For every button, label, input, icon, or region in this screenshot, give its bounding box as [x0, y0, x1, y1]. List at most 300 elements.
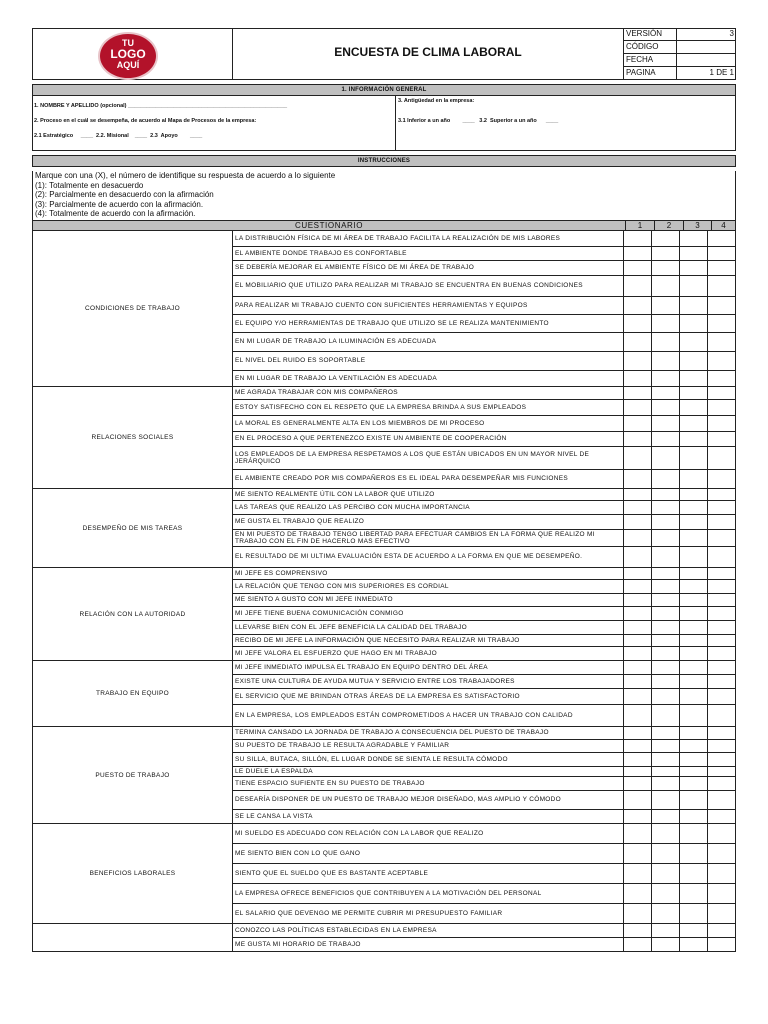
answer-cell-2[interactable]	[651, 231, 679, 246]
answer-cells	[624, 315, 736, 333]
instruction-line: (3): Parcialmente de acuerdo con la afirmación.	[35, 199, 204, 209]
answer-cell-1[interactable]	[624, 515, 651, 529]
answer-cell-1[interactable]	[624, 261, 651, 275]
answer-cell-3[interactable]	[679, 824, 707, 843]
answer-cell-1[interactable]	[624, 333, 651, 351]
answer-cell-1[interactable]	[624, 727, 651, 739]
section-category-label: BENEFICIOS LABORALES	[89, 870, 176, 877]
answer-cell-4[interactable]	[707, 924, 735, 937]
answer-cell-3[interactable]	[679, 621, 707, 634]
answer-cell-4[interactable]	[707, 884, 735, 903]
question-text: EXISTE UNA CULTURA DE AYUDA MUTUA Y SERVICIO ENTRE LOS TRABAJADORES	[235, 677, 515, 685]
question-text: EL MOBILIARIO QUE UTILIZO PARA REALIZAR MI TRABAJO SE ENCUENTRA EN BUENAS CONDICIONES	[235, 282, 583, 290]
answer-cell-3[interactable]	[679, 635, 707, 646]
question-row	[232, 824, 624, 844]
question-row	[232, 607, 624, 621]
answer-cell-4[interactable]	[707, 501, 735, 514]
answer-cells	[624, 727, 736, 740]
answer-cell-4[interactable]	[707, 661, 735, 674]
question-text: LAS TAREAS QUE REALIZO LAS PERCIBO CON MUCHA IMPORTANCIA	[235, 503, 470, 511]
question-text: EN MI LUGAR DE TRABAJO LA VENTILACIÓN ES ADECUADA	[235, 374, 438, 382]
answer-cell-3[interactable]	[679, 753, 707, 766]
general-info-divider	[395, 95, 396, 151]
answer-cell-4[interactable]	[707, 568, 735, 579]
answer-cell-2[interactable]	[651, 777, 679, 790]
question-row	[232, 705, 624, 727]
answer-cell-1[interactable]	[624, 594, 651, 606]
answer-cell-4[interactable]	[707, 938, 735, 951]
answer-cell-4[interactable]	[707, 824, 735, 843]
question-text: SE DEBERÍA MEJORAR EL AMBIENTE FÍSICO DE MI ÁREA DE TRABAJO	[235, 264, 475, 272]
section-category	[32, 727, 232, 824]
answer-cell-1[interactable]	[624, 621, 651, 634]
answer-cell-1[interactable]	[624, 753, 651, 766]
question-text: ME SIENTO A GUSTO CON MI JEFE INMEDIATO	[235, 596, 393, 604]
answer-cell-4[interactable]	[707, 594, 735, 606]
process-options[interactable]: 2.1 Estratégico ____ 2.2. Misional ____ 2.3 Apoyo ____	[34, 133, 203, 139]
question-row	[232, 371, 624, 387]
question-row	[232, 621, 624, 635]
section-category	[32, 231, 232, 387]
answer-cell-3[interactable]	[679, 791, 707, 809]
question-row	[232, 810, 624, 824]
question-row	[232, 904, 624, 924]
document-meta	[623, 28, 736, 80]
answer-cell-4[interactable]	[707, 607, 735, 620]
answer-cell-1[interactable]	[624, 635, 651, 646]
answer-cell-1[interactable]	[624, 580, 651, 593]
question-text: MI JEFE TIENE BUENA COMUNICACIÓN CONMIGO	[235, 609, 404, 617]
answer-cell-3[interactable]	[679, 740, 707, 752]
answer-cell-1[interactable]	[624, 501, 651, 514]
question-text: LA MORAL ES GENERALMENTE ALTA EN LOS MIEMBROS DE MI PROCESO	[235, 419, 485, 427]
answer-cell-4[interactable]	[707, 705, 735, 726]
answer-cell-2[interactable]	[651, 371, 679, 386]
answer-cell-3[interactable]	[679, 689, 707, 704]
question-row	[232, 791, 624, 810]
question-text: MI JEFE INMEDIATO IMPULSA EL TRABAJO EN EQUIPO DENTRO DEL ÁREA	[235, 663, 488, 671]
answer-cell-2[interactable]	[651, 753, 679, 766]
answer-cell-2[interactable]	[651, 400, 679, 415]
answer-cell-1[interactable]	[624, 387, 651, 399]
answer-cell-2[interactable]	[651, 580, 679, 593]
answer-cell-4[interactable]	[707, 547, 735, 567]
answer-cell-4[interactable]	[707, 371, 735, 386]
answer-cell-3[interactable]	[679, 580, 707, 593]
answer-cells	[624, 621, 736, 635]
answer-cells	[624, 924, 736, 938]
questionnaire-header	[32, 220, 736, 231]
answer-cell-4[interactable]	[707, 635, 735, 646]
question-text: ESTOY SATISFECHO CON EL RESPETO QUE LA EMPRESA BRINDA A SUS EMPLEADOS	[235, 403, 527, 411]
answer-cell-2[interactable]	[651, 387, 679, 399]
section-category	[32, 568, 232, 661]
answer-cell-2[interactable]	[651, 938, 679, 951]
answer-cells	[624, 938, 736, 952]
answer-cell-4[interactable]	[707, 489, 735, 500]
meta-label: VERSIÓN	[624, 28, 677, 40]
question-row	[232, 938, 624, 952]
question-row	[232, 767, 624, 777]
answer-cell-4[interactable]	[707, 276, 735, 296]
answer-cells	[624, 568, 736, 580]
answer-cell-3[interactable]	[679, 276, 707, 296]
answer-cell-2[interactable]	[651, 515, 679, 529]
answer-cell-2[interactable]	[651, 333, 679, 351]
answer-cell-2[interactable]	[651, 261, 679, 275]
answer-cell-1[interactable]	[624, 767, 651, 776]
answer-cell-2[interactable]	[651, 416, 679, 431]
instruction-line: (1): Totalmente en desacuerdo	[35, 180, 144, 190]
answer-cell-2[interactable]	[651, 447, 679, 469]
scale-label: 4	[721, 221, 726, 230]
question-row	[232, 400, 624, 416]
answer-cell-4[interactable]	[707, 777, 735, 790]
answer-cell-4[interactable]	[707, 580, 735, 593]
question-row	[232, 447, 624, 470]
answer-cell-3[interactable]	[679, 810, 707, 823]
answer-cell-1[interactable]	[624, 447, 651, 469]
answer-cells	[624, 501, 736, 515]
answer-cell-3[interactable]	[679, 607, 707, 620]
answer-cell-4[interactable]	[707, 515, 735, 529]
answer-cell-3[interactable]	[679, 530, 707, 546]
question-row	[232, 675, 624, 689]
question-row	[232, 530, 624, 547]
answer-cell-1[interactable]	[624, 547, 651, 567]
page-title: ENCUESTA DE CLIMA LABORAL	[334, 45, 522, 59]
question-row	[232, 470, 624, 489]
answer-cell-3[interactable]	[679, 387, 707, 399]
question-text: EL AMBIENTE DONDE TRABAJO ES CONFORTABLE	[235, 249, 407, 257]
answer-cell-2[interactable]	[651, 501, 679, 514]
question-text: ME GUSTA MI HORARIO DE TRABAJO	[235, 940, 361, 948]
answer-cell-1[interactable]	[624, 924, 651, 937]
answer-cell-3[interactable]	[679, 470, 707, 488]
answer-cell-3[interactable]	[679, 884, 707, 903]
answer-cell-3[interactable]	[679, 261, 707, 275]
answer-cell-1[interactable]	[624, 568, 651, 579]
seniority-label: 3. Antigüedad en la empresa:	[398, 98, 475, 104]
answer-cell-2[interactable]	[651, 635, 679, 646]
answer-cell-3[interactable]	[679, 647, 707, 660]
answer-cell-1[interactable]	[624, 810, 651, 823]
meta-row-code	[624, 41, 736, 54]
question-text: EN EL PROCESO A QUE PERTENEZCO EXISTE UN AMBIENTE DE COOPERACIÓN	[235, 435, 507, 443]
answer-cell-3[interactable]	[679, 231, 707, 246]
section-category	[32, 387, 232, 489]
answer-cell-1[interactable]	[624, 791, 651, 809]
answer-cell-3[interactable]	[679, 352, 707, 370]
answer-cells	[624, 767, 736, 777]
answer-cell-3[interactable]	[679, 705, 707, 726]
meta-label: PAGINA	[624, 67, 677, 79]
meta-value	[677, 41, 736, 53]
answer-cell-3[interactable]	[679, 416, 707, 431]
answer-cell-4[interactable]	[707, 261, 735, 275]
answer-cell-1[interactable]	[624, 416, 651, 431]
answer-cells	[624, 580, 736, 594]
answer-cells	[624, 387, 736, 400]
question-text: EL EQUIPO Y/O HERRAMIENTAS DE TRABAJO QUE UTILIZO SE LE REALIZA MANTENIMIENTO	[235, 319, 549, 327]
answer-cell-2[interactable]	[651, 647, 679, 660]
answer-cell-2[interactable]	[651, 689, 679, 704]
answer-cell-4[interactable]	[707, 315, 735, 332]
answer-cell-1[interactable]	[624, 530, 651, 546]
question-text: DESEARÍA DISPONER DE UN PUESTO DE TRABAJO MEJOR DISEÑADO, MAS AMPLIO Y CÓMODO	[235, 796, 562, 804]
question-text: LA EMPRESA OFRECE BENEFICIOS QUE CONTRIBUYEN A LA MOTIVACIÓN DEL PERSONAL	[235, 889, 542, 897]
answer-cell-1[interactable]	[624, 470, 651, 488]
answer-cell-3[interactable]	[679, 777, 707, 790]
answer-cell-3[interactable]	[679, 594, 707, 606]
question-row	[232, 247, 624, 261]
answer-cells	[624, 791, 736, 810]
answer-cell-1[interactable]	[624, 661, 651, 674]
answer-cell-4[interactable]	[707, 740, 735, 752]
answer-cell-4[interactable]	[707, 247, 735, 260]
question-text: PARA REALIZAR MI TRABAJO CUENTO CON SUFICIENTES HERRAMIENTAS Y EQUIPOS	[235, 301, 528, 309]
answer-cells	[624, 297, 736, 315]
seniority-options[interactable]: 3.1 Inferior a un año ____ 3.2 Superior a un año ____	[398, 118, 559, 124]
answer-cell-2[interactable]	[651, 594, 679, 606]
answer-cell-2[interactable]	[651, 607, 679, 620]
scale-label: 1	[626, 221, 655, 230]
answer-cells	[624, 705, 736, 727]
answer-cell-1[interactable]	[624, 297, 651, 314]
answer-cell-2[interactable]	[651, 315, 679, 332]
question-row	[232, 432, 624, 447]
answer-cell-1[interactable]	[624, 904, 651, 923]
answer-cell-3[interactable]	[679, 661, 707, 674]
question-text: SU PUESTO DE TRABAJO LE RESULTA AGRADABLE Y FAMILIAR	[235, 742, 450, 750]
question-row	[232, 387, 624, 400]
answer-cell-2[interactable]	[651, 844, 679, 863]
answer-cell-3[interactable]	[679, 568, 707, 579]
question-row	[232, 740, 624, 753]
answer-cell-4[interactable]	[707, 333, 735, 351]
answer-cells	[624, 247, 736, 261]
answer-cell-4[interactable]	[707, 810, 735, 823]
answer-cell-4[interactable]	[707, 675, 735, 688]
answer-cell-3[interactable]	[679, 371, 707, 386]
answer-cell-2[interactable]	[651, 824, 679, 843]
answer-cell-2[interactable]	[651, 247, 679, 260]
answer-cell-4[interactable]	[707, 470, 735, 488]
answer-cell-3[interactable]	[679, 924, 707, 937]
answer-cell-2[interactable]	[651, 547, 679, 567]
answer-cell-1[interactable]	[624, 675, 651, 688]
answer-cell-3[interactable]	[679, 547, 707, 567]
question-row	[232, 231, 624, 247]
answer-cell-4[interactable]	[707, 297, 735, 314]
question-row	[232, 416, 624, 432]
question-text: ME SIENTO REALMENTE ÚTIL CON LA LABOR QUE UTILIZO	[235, 490, 435, 498]
answer-cells	[624, 371, 736, 387]
answer-cell-2[interactable]	[651, 470, 679, 488]
scale-label: 3	[684, 221, 712, 230]
answer-cell-3[interactable]	[679, 844, 707, 863]
question-row	[232, 515, 624, 530]
answer-cell-3[interactable]	[679, 864, 707, 883]
answer-cell-1[interactable]	[624, 247, 651, 260]
answer-cell-2[interactable]	[651, 352, 679, 370]
answer-cell-2[interactable]	[651, 767, 679, 776]
answer-cell-3[interactable]	[679, 447, 707, 469]
answer-cell-3[interactable]	[679, 489, 707, 500]
answer-cell-1[interactable]	[624, 938, 651, 951]
question-row	[232, 580, 624, 594]
answer-cell-3[interactable]	[679, 675, 707, 688]
answer-cell-4[interactable]	[707, 400, 735, 415]
answer-cells	[624, 470, 736, 489]
answer-cell-3[interactable]	[679, 400, 707, 415]
answer-cell-3[interactable]	[679, 333, 707, 351]
answer-cell-4[interactable]	[707, 352, 735, 370]
answer-cell-2[interactable]	[651, 568, 679, 579]
answer-cell-4[interactable]	[707, 904, 735, 923]
question-text: EL NIVEL DEL RUIDO ES SOPORTABLE	[235, 357, 366, 365]
question-text: LA DISTRIBUCIÓN FÍSICA DE MI ÁREA DE TRABAJO FACILITA LA REALIZACIÓN DE MIS LABORES	[235, 234, 561, 242]
section-category-label: RELACIONES SOCIALES	[91, 434, 174, 441]
answer-cell-3[interactable]	[679, 315, 707, 332]
answer-cell-2[interactable]	[651, 489, 679, 500]
answer-cell-1[interactable]	[624, 432, 651, 446]
answer-cell-2[interactable]	[651, 705, 679, 726]
question-text: EL SERVICIO QUE ME BRINDAN OTRAS ÁREAS DE LA EMPRESA ES SATISFACTORIO	[235, 692, 520, 700]
question-text: RECIBO DE MI JEFE LA INFORMACIÓN QUE NECESITO PARA REALIZAR MI TRABAJO	[235, 636, 520, 644]
answer-cell-2[interactable]	[651, 904, 679, 923]
answer-cell-1[interactable]	[624, 607, 651, 620]
answer-cell-1[interactable]	[624, 276, 651, 296]
answer-cell-2[interactable]	[651, 864, 679, 883]
answer-cell-2[interactable]	[651, 810, 679, 823]
answer-cell-1[interactable]	[624, 777, 651, 790]
meta-row-date	[624, 54, 736, 67]
answer-cell-1[interactable]	[624, 371, 651, 386]
answer-cells	[624, 864, 736, 884]
question-text: TERMINA CANSADO LA JORNADA DE TRABAJO A CONSECUENCIA DEL PUESTO DE TRABAJO	[235, 729, 549, 737]
answer-cell-3[interactable]	[679, 767, 707, 776]
question-text: EL SALARIO QUE DEVENGO ME PERMITE CUBRIR MI PRESUPUESTO FAMILIAR	[235, 909, 503, 917]
answer-cell-1[interactable]	[624, 740, 651, 752]
logo-text-line: AQUÍ	[116, 60, 140, 70]
section-category	[32, 924, 232, 952]
answer-cell-1[interactable]	[624, 884, 651, 903]
answer-cell-4[interactable]	[707, 767, 735, 776]
answer-cells	[624, 810, 736, 824]
logo-text-line: TU	[122, 38, 134, 48]
answer-cell-2[interactable]	[651, 276, 679, 296]
answer-cells	[624, 777, 736, 791]
answer-cell-4[interactable]	[707, 647, 735, 660]
answer-cell-1[interactable]	[624, 400, 651, 415]
answer-cell-4[interactable]	[707, 231, 735, 246]
answer-cell-4[interactable]	[707, 447, 735, 469]
answer-cells	[624, 675, 736, 689]
question-row	[232, 261, 624, 276]
answer-cells	[624, 231, 736, 247]
answer-cell-3[interactable]	[679, 297, 707, 314]
question-text: MI JEFE ES COMPRENSIVO	[235, 569, 328, 577]
answer-cell-4[interactable]	[707, 753, 735, 766]
question-row	[232, 844, 624, 864]
answer-cell-2[interactable]	[651, 675, 679, 688]
answer-cell-2[interactable]	[651, 924, 679, 937]
meta-label: CÓDIGO	[624, 41, 677, 53]
answer-cell-3[interactable]	[679, 904, 707, 923]
answer-cell-1[interactable]	[624, 352, 651, 370]
answer-cell-2[interactable]	[651, 727, 679, 739]
answer-cell-4[interactable]	[707, 689, 735, 704]
answer-cell-3[interactable]	[679, 432, 707, 446]
answer-cell-2[interactable]	[651, 791, 679, 809]
question-text: LA RELACIÓN QUE TENGO CON MIS SUPERIORES ES CORDIAL	[235, 582, 449, 590]
section-category-label: DESEMPEÑO DE MIS TAREAS	[82, 524, 183, 532]
answer-cell-4[interactable]	[707, 387, 735, 399]
answer-cell-1[interactable]	[624, 864, 651, 883]
answer-cell-4[interactable]	[707, 530, 735, 546]
answer-cell-4[interactable]	[707, 864, 735, 883]
answer-cells	[624, 635, 736, 647]
answer-cells	[624, 276, 736, 297]
instructions-title: INSTRUCCIONES	[32, 155, 736, 167]
answer-cell-4[interactable]	[707, 844, 735, 863]
answer-cells	[624, 884, 736, 904]
answer-cell-3[interactable]	[679, 727, 707, 739]
answer-cell-3[interactable]	[679, 501, 707, 514]
answer-cells	[624, 489, 736, 501]
section-category	[32, 661, 232, 727]
answer-cell-4[interactable]	[707, 727, 735, 739]
question-row	[232, 753, 624, 767]
answer-cell-1[interactable]	[624, 705, 651, 726]
answer-cell-3[interactable]	[679, 515, 707, 529]
answer-cell-2[interactable]	[651, 661, 679, 674]
question-row	[232, 501, 624, 515]
answer-cells	[624, 647, 736, 661]
answer-cell-3[interactable]	[679, 247, 707, 260]
answer-cell-2[interactable]	[651, 621, 679, 634]
answer-cell-4[interactable]	[707, 432, 735, 446]
answer-cells	[624, 333, 736, 352]
answer-cell-1[interactable]	[624, 844, 651, 863]
answer-cells	[624, 753, 736, 767]
question-text: LLEVARSE BIEN CON EL JEFE BENEFICIA LA CALIDAD DEL TRABAJO	[235, 623, 467, 631]
answer-cell-2[interactable]	[651, 530, 679, 546]
answer-cell-4[interactable]	[707, 791, 735, 809]
name-field[interactable]: 1. NOMBRE Y APELLIDO (opcional) ____________________________________________________	[34, 103, 288, 109]
answer-cell-4[interactable]	[707, 416, 735, 431]
answer-cell-1[interactable]	[624, 824, 651, 843]
answer-cell-1[interactable]	[624, 315, 651, 332]
answer-cell-1[interactable]	[624, 647, 651, 660]
question-text: LOS EMPLEADOS DE LA EMPRESA RESPETAMOS A LOS QUE ESTÁN UBICADOS EN UN MAYOR NIVEL DE JERÁRQUICO	[235, 450, 590, 465]
answer-cell-1[interactable]	[624, 231, 651, 246]
answer-cell-2[interactable]	[651, 297, 679, 314]
meta-value	[677, 54, 736, 66]
meta-value: 1 DE 1	[709, 68, 734, 77]
answer-cell-3[interactable]	[679, 938, 707, 951]
logo-cell	[32, 28, 233, 80]
answer-cell-2[interactable]	[651, 432, 679, 446]
answer-cell-1[interactable]	[624, 489, 651, 500]
question-text: TIENE ESPACIO SUFIENTE EN SU PUESTO DE TRABAJO	[235, 779, 425, 787]
answer-cell-2[interactable]	[651, 884, 679, 903]
answer-cell-1[interactable]	[624, 689, 651, 704]
answer-cell-4[interactable]	[707, 621, 735, 634]
question-text: SIENTO QUE EL SUELDO QUE ES BASTANTE ACEPTABLE	[235, 869, 429, 877]
answer-cell-2[interactable]	[651, 740, 679, 752]
